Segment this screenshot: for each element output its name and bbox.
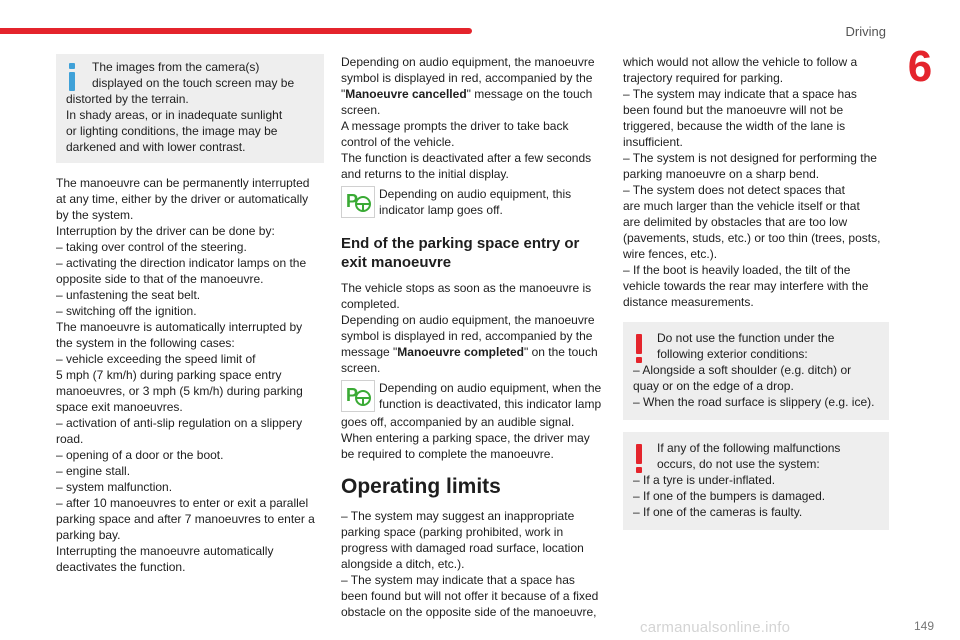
- text-line: symbol is displayed in red, accompanied by the: [341, 329, 593, 343]
- quote-mark: ": [341, 87, 346, 101]
- text-line: – activating the direction indicator lamps on the: [56, 256, 307, 270]
- completed-paragraph: [341, 280, 607, 376]
- info-line: The images from the camera(s): [92, 60, 260, 74]
- text-line: insufficient.: [623, 135, 683, 149]
- warning-line: occurs, do not use the system:: [657, 457, 820, 471]
- svg-text:P: P: [346, 385, 359, 405]
- text-line: [341, 86, 607, 102]
- text-line: The manoeuvre can be permanently interrupted: [56, 176, 310, 190]
- message-manoeuvre-cancelled: Manoeuvre cancelled: [345, 87, 467, 101]
- warning-item: – If one of the cameras is faulty.: [633, 505, 803, 519]
- chapter-number: 6: [907, 42, 933, 91]
- text-line: Depending on audio equipment, the manoeuvre: [341, 55, 595, 69]
- park-assist-lamp-icon: [341, 380, 375, 412]
- text-line: parking bay.: [56, 528, 121, 542]
- text-line: by the system.: [56, 208, 134, 222]
- text-line: function is deactivated, this indicator lamp: [379, 397, 602, 411]
- text-line: screen.: [341, 361, 381, 375]
- text-line: progress with damaged road surface, location: [341, 541, 584, 555]
- text-line: parking manoeuvre on a sharp bend.: [623, 167, 820, 181]
- warning-box-exterior-conditions: [623, 322, 889, 420]
- text-line: – vehicle exceeding the speed limit of: [56, 352, 256, 366]
- text-line: Interruption by the driver can be done by:: [56, 224, 275, 238]
- text-line: – switching off the ignition.: [56, 304, 197, 318]
- text-line: The function is deactivated after a few seconds: [341, 151, 592, 165]
- text-line: opposite side to that of the manoeuvre.: [56, 272, 264, 286]
- text-line: – activation of anti-slip regulation on a slippery: [56, 416, 303, 430]
- interruption-text: [56, 175, 324, 575]
- text-line: – The system may indicate that a space has: [341, 573, 575, 587]
- text-line: are much larger than the vehicle itself or that: [623, 199, 860, 213]
- text-line: vehicle towards the rear may interfere with the: [623, 279, 869, 293]
- text-line: Depending on audio equipment, this: [379, 187, 572, 201]
- warning-item: – Alongside a soft shoulder (e.g. ditch) or: [633, 363, 852, 377]
- column-1: [56, 54, 324, 575]
- warning-item: quay or on the edge of a drop.: [633, 379, 794, 393]
- text-line: goes off, accompanied by an audible signal.: [341, 415, 575, 429]
- indicator-lamp-row: [341, 186, 607, 222]
- text-line: triggered, because the width of the lane is: [623, 119, 846, 133]
- text-line: The manoeuvre is automatically interrupted by: [56, 320, 303, 334]
- text-line: control of the vehicle.: [341, 135, 455, 149]
- info-line: distorted by the terrain.: [66, 92, 189, 106]
- text-line: (pavements, studs, etc.) or too thin (trees, posts,: [623, 231, 881, 245]
- text-line: manoeuvres, or 3 mph (5 km/h) during parking: [56, 384, 303, 398]
- text-line: trajectory required for parking.: [623, 71, 784, 85]
- subheading-end-of-manoeuvre: End of the parking space entry or exit manoeuvre: [341, 235, 580, 271]
- warning-line: Do not use the function under the: [657, 331, 835, 345]
- text-line: Depending on audio equipment, when the: [379, 381, 602, 395]
- text-fragment: " on the touch: [524, 345, 598, 359]
- info-icon: [68, 63, 76, 91]
- text-line: – opening of a door or the boot.: [56, 448, 224, 462]
- text-line: deactivates the function.: [56, 560, 186, 574]
- text-line: – taking over control of the steering.: [56, 240, 247, 254]
- indicator-lamp-row: [341, 380, 607, 416]
- text-line: When entering a parking space, the driver may: [341, 431, 590, 445]
- info-box: [56, 54, 324, 163]
- section-title: Driving: [845, 24, 886, 39]
- text-line: parking space (parking prohibited, work in: [341, 525, 564, 539]
- text-line: which would not allow the vehicle to follow a: [623, 55, 858, 69]
- warning-item: – If a tyre is under-inflated.: [633, 473, 776, 487]
- warning-line: If any of the following malfunctions: [657, 441, 841, 455]
- text-line: are delimited by obstacles that are too low: [623, 215, 848, 229]
- text-fragment: " message on the touch: [466, 87, 593, 101]
- column-3: [623, 54, 889, 530]
- limits-list: [341, 508, 607, 620]
- text-line: space exit manoeuvres.: [56, 400, 183, 414]
- info-line: or lighting conditions, the image may be: [66, 124, 278, 138]
- limits-continued: [623, 54, 889, 310]
- text-line: [341, 344, 607, 360]
- warning-item: – When the road surface is slippery (e.g. ice).: [633, 395, 875, 409]
- text-line: – unfastening the seat belt.: [56, 288, 201, 302]
- page-number: 149: [913, 619, 934, 633]
- text-line: the system in the following cases:: [56, 336, 235, 350]
- text-line: – The system does not detect spaces that: [623, 183, 845, 197]
- text-line: symbol is displayed in red, accompanied by the: [341, 71, 593, 85]
- watermark: carmanualsonline.info: [640, 619, 791, 636]
- text-line: wire fences, etc.).: [623, 247, 718, 261]
- heading-operating-limits: Operating limits: [341, 475, 501, 498]
- text-line: The vehicle stops as soon as the manoeuvre is: [341, 281, 592, 295]
- text-line: – The system is not designed for performing the: [623, 151, 877, 165]
- warning-box-malfunctions: [623, 432, 889, 530]
- text-line: screen.: [341, 103, 381, 117]
- text-line: at any time, either by the driver or automatically: [56, 192, 309, 206]
- text-line: obstacle on the opposite side of the manoeuvre,: [341, 605, 597, 619]
- text-line: – engine stall.: [56, 464, 131, 478]
- text-line: alongside a ditch, etc.).: [341, 557, 465, 571]
- text-line: Depending on audio equipment, the manoeuvre: [341, 313, 595, 327]
- text-line: – The system may indicate that a space has: [623, 87, 857, 101]
- warning-icon: [635, 334, 643, 364]
- text-line: completed.: [341, 297, 400, 311]
- warning-line: following exterior conditions:: [657, 347, 808, 361]
- svg-text:P: P: [346, 191, 359, 211]
- text-line: be required to complete the manoeuvre.: [341, 447, 554, 461]
- info-line: In shady areas, or in inadequate sunlight: [66, 108, 283, 122]
- header-accent-bar: [0, 28, 472, 34]
- text-line: been found but will not offer it because of a fixed: [341, 589, 599, 603]
- warning-item: – If one of the bumpers is damaged.: [633, 489, 826, 503]
- text-line: and returns to the initial display.: [341, 167, 509, 181]
- text-fragment: message ": [341, 345, 398, 359]
- text-line: road.: [56, 432, 84, 446]
- park-assist-lamp-icon: [341, 186, 375, 218]
- text-line: been found but the manoeuvre will not be: [623, 103, 844, 117]
- column-2: [341, 54, 607, 620]
- text-line: – after 10 manoeuvres to enter or exit a parallel: [56, 496, 309, 510]
- info-line: darkened and with lower contrast.: [66, 140, 246, 154]
- text-line: parking space and after 7 manoeuvres to enter a: [56, 512, 315, 526]
- text-line: Interrupting the manoeuvre automatically: [56, 544, 274, 558]
- text-line: – system malfunction.: [56, 480, 173, 494]
- text-line: 5 mph (7 km/h) during parking space entry: [56, 368, 282, 382]
- text-line: distance measurements.: [623, 295, 754, 309]
- info-line: displayed on the touch screen may be: [92, 76, 295, 90]
- cancel-paragraph: [341, 54, 607, 182]
- warning-icon: [635, 444, 643, 474]
- text-line: – If the boot is heavily loaded, the tilt of the: [623, 263, 851, 277]
- message-manoeuvre-completed: Manoeuvre completed: [397, 345, 524, 359]
- text-line: indicator lamp goes off.: [379, 203, 503, 217]
- text-line: A message prompts the driver to take back: [341, 119, 569, 133]
- text-line: – The system may suggest an inappropriate: [341, 509, 575, 523]
